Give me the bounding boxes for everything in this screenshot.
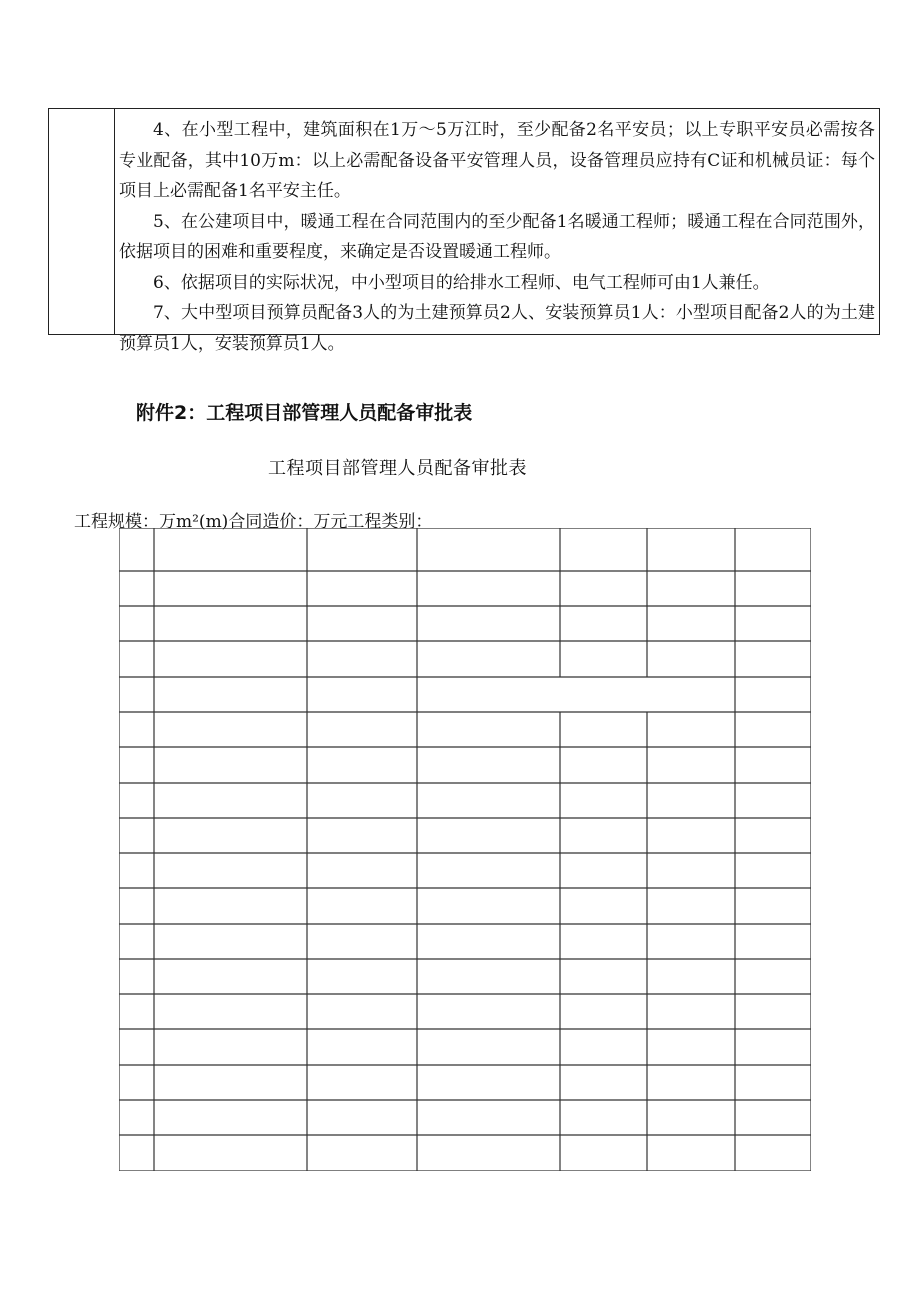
note-item-7: 7、大中型项目预算员配备3人的为土建预算员2人、安装预算员1人：小型项目配备2人的为土建预算员1人，安装预算员1人。 — [119, 303, 875, 354]
notes-table — [48, 108, 880, 354]
note-item-4: 4、在小型工程中，建筑面积在1万～5万江时，至少配备2名平安员；以上专职平安员必需按各专业配备，其中10万m：以上必需配备设备平安管理人员，设备管理员应持有C证和机械员证：每个项目上必需配备1名平安主任。 — [119, 120, 875, 201]
approval-form-grid — [119, 528, 811, 1171]
project-meta-line: 工程规模：万m²(m)合同造价：万元工程类别： — [74, 512, 433, 532]
notes-content-cell — [119, 115, 875, 359]
note-item-6: 6、依据项目的实际状况，中小型项目的给排水工程师、电气工程师可由1人兼任。 — [153, 272, 770, 293]
note-item-5: 5、在公建项目中，暖通工程在合同范围内的至少配备1名暖通工程师；暖通工程在合同范围外，依据项目的困难和重要程度，来确定是否设置暖通工程师。 — [119, 211, 875, 262]
notes-label-cell — [49, 109, 115, 334]
form-title: 工程项目部管理人员配备审批表 — [268, 458, 527, 479]
attachment-heading: 附件2：工程项目部管理人员配备审批表 — [136, 402, 473, 424]
